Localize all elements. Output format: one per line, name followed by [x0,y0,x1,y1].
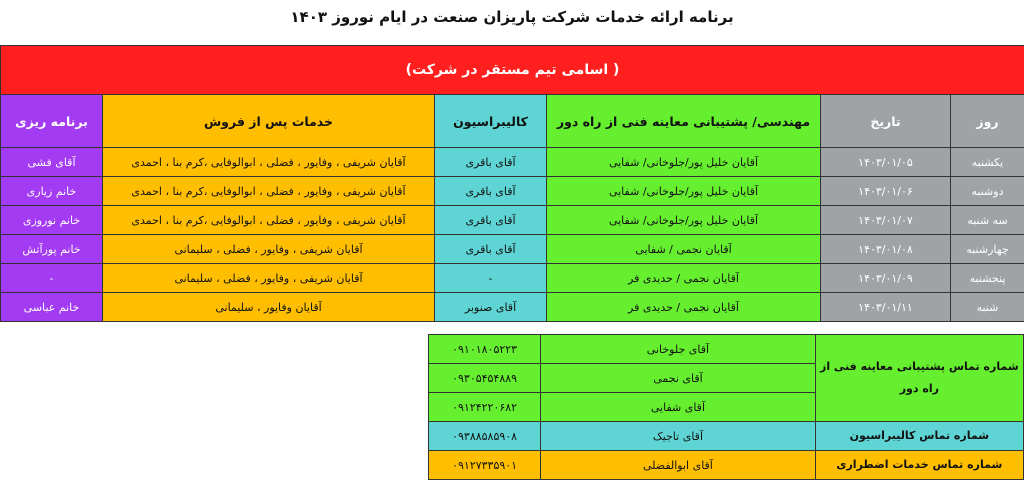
header-after-sales: خدمات پس از فروش [103,95,435,148]
header-date: تاریخ [821,95,951,148]
cell-date: ۱۴۰۳/۰۱/۰۶ [821,177,951,206]
cell-after-sales: آقایان شریفی ، وفایور ، فضلی ، ابوالوفایی ،کرم بنا ، احمدی [103,148,435,177]
cell-engineering: آقایان خلیل پور/جلوخانی/ شفایی [547,177,821,206]
team-banner: ( اسامی تیم مستقر در شرکت) [1,46,1024,95]
cell-planning: خانم نوروزی [1,206,103,235]
cell-calibration: آقای باقری [435,148,547,177]
header-engineering: مهندسی/ پشتیبانی معاینه فنی از راه دور [547,95,821,148]
cell-after-sales: آقایان شریفی ، وفایور ، فضلی ، سلیمانی [103,235,435,264]
schedule-table [0,45,1024,322]
cell-date: ۱۴۰۳/۰۱/۰۷ [821,206,951,235]
cell-date: ۱۴۰۳/۰۱/۰۵ [821,148,951,177]
table-row [1,206,1024,235]
cell-after-sales: آقایان شریفی ، وفایور ، فضلی ، ابوالوفایی ،کرم بنا ، احمدی [103,206,435,235]
contact-name: آقای ابوالفضلی [541,451,815,480]
cell-date: ۱۴۰۳/۰۱/۰۹ [821,264,951,293]
cell-engineering: آقایان نجمی / حدیدی فر [547,264,821,293]
contact-row [429,422,1024,451]
cell-engineering: آقایان نجمی / حدیدی فر [547,293,821,322]
cell-engineering: آقایان خلیل پور/جلوخانی/ شفایی [547,206,821,235]
cell-date: ۱۴۰۳/۰۱/۱۱ [821,293,951,322]
table-row [1,264,1024,293]
cell-planning: خانم عباسی [1,293,103,322]
contact-name: آقای شفایی [541,393,815,422]
cell-day: چهارشنبه [951,235,1024,264]
header-day: روز [951,95,1024,148]
contact-name: آقای تاجیک [541,422,815,451]
cell-calibration: آقای صنوبر [435,293,547,322]
contact-phone[interactable]: ۰۹۱۰۱۸۰۵۲۲۳ [429,335,541,364]
contact-row [429,335,1024,364]
header-calibration: کالیبراسیون [435,95,547,148]
page-title: برنامه ارائه خدمات شرکت پاریزان صنعت در ایام نوروز ۱۴۰۳ [290,8,734,26]
table-row [1,148,1024,177]
contact-table [428,334,1024,480]
support-label: شماره تماس پشتیبانی معاینه فنی از راه دور [815,335,1023,422]
header-planning: برنامه ریزی [1,95,103,148]
emergency-label: شماره تماس خدمات اضطراری [815,451,1023,480]
cell-planning: خانم پورآتش [1,235,103,264]
cell-date: ۱۴۰۳/۰۱/۰۸ [821,235,951,264]
contact-phone[interactable]: ۰۹۳۸۸۵۸۵۹۰۸ [429,422,541,451]
cell-day: یکشنبه [951,148,1024,177]
cell-planning: آقای فشی [1,148,103,177]
contact-phone[interactable]: ۰۹۱۲۴۲۲۰۶۸۲ [429,393,541,422]
calibration-label: شماره تماس کالیبراسیون [815,422,1023,451]
cell-day: دوشنبه [951,177,1024,206]
contact-phone[interactable]: ۰۹۳۰۵۴۵۴۸۸۹ [429,364,541,393]
contact-name: آقای جلوخانی [541,335,815,364]
cell-day: سه شنبه [951,206,1024,235]
cell-after-sales: آقایان شریفی ، وفایور ، فضلی ، ابوالوفایی ،کرم بنا ، احمدی [103,177,435,206]
schedule-rows [1,148,1024,322]
cell-day: پنجشنبه [951,264,1024,293]
contact-phone[interactable]: ۰۹۱۲۷۳۳۵۹۰۱ [429,451,541,480]
table-row [1,235,1024,264]
cell-calibration: - [435,264,547,293]
cell-calibration: آقای باقری [435,177,547,206]
cell-planning: خانم زیاری [1,177,103,206]
cell-after-sales: آقایان شریفی ، وفایور ، فضلی ، سلیمانی [103,264,435,293]
table-row [1,177,1024,206]
cell-planning: - [1,264,103,293]
table-row [1,293,1024,322]
contact-name: آقای نجمی [541,364,815,393]
cell-day: شنبه [951,293,1024,322]
cell-engineering: آقایان خلیل پور/جلوخانی/ شفایی [547,148,821,177]
cell-engineering: آقایان نجمی / شفایی [547,235,821,264]
cell-calibration: آقای باقری [435,235,547,264]
cell-calibration: آقای باقری [435,206,547,235]
header-row [1,95,1024,148]
contact-row [429,451,1024,480]
cell-after-sales: آقایان وفایور ، سلیمانی [103,293,435,322]
